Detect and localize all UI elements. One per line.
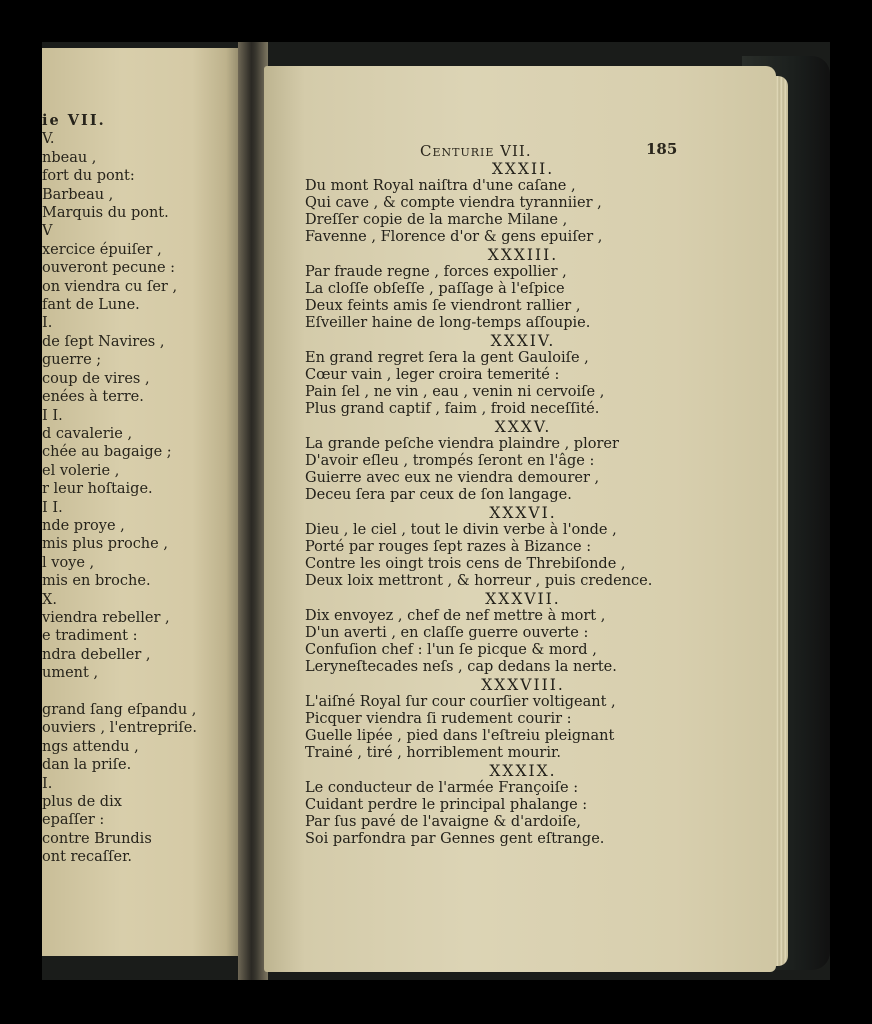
left-page-line: viendra rebeller , xyxy=(42,609,170,626)
left-page-line: ouveront pecune : xyxy=(42,260,176,277)
verse-line: Leryneſtecades neſs , cap dedans la nerte. xyxy=(305,659,617,675)
quatrain-number: XXXVIII. xyxy=(481,676,565,694)
book-photograph xyxy=(42,42,830,980)
verse-line: Soi parfondra par Gennes gent eſtrange. xyxy=(305,831,605,847)
quatrain xyxy=(305,246,725,332)
verse-line: Plus grand captif , faim , froid neceſſité. xyxy=(305,401,600,417)
verse-line: La cloſſe obſeſſe , paſſage à l'eſpice xyxy=(305,281,565,297)
left-page-line: grand ſang eſpandu , xyxy=(42,702,197,718)
verse-line: Dix envoyez , chef de nef mettre à mort , xyxy=(305,608,606,624)
left-page-line: mis en broche. xyxy=(42,573,151,590)
verse-line: Trainé , tiré , horriblement mourir. xyxy=(305,745,561,761)
verse-line: Confuſion chef : l'un ſe picque & mord , xyxy=(305,642,597,658)
page-number: 185 xyxy=(646,140,678,158)
left-page-line: coup de vires , xyxy=(42,370,150,387)
quatrain xyxy=(305,676,725,762)
left-page-line: l voye , xyxy=(42,554,95,571)
left-page-line xyxy=(42,683,242,701)
quatrain-number: XXXVII. xyxy=(485,590,561,608)
left-page-line: nde proye , xyxy=(42,517,125,534)
verse-line: D'avoir eſleu , trompés ſeront en l'âge : xyxy=(305,453,595,469)
verse-line: Dreſſer copie de la marche Milane , xyxy=(305,212,568,228)
left-page xyxy=(42,48,242,956)
left-page-line: V. xyxy=(42,131,55,148)
verse-line: Cœur vain , leger croira temerité : xyxy=(305,367,560,383)
left-page-line: enées à terre. xyxy=(42,389,144,406)
quatrain-number: XXXVI. xyxy=(489,504,557,522)
quatrain xyxy=(305,762,725,848)
left-page-line: guerre ; xyxy=(42,352,102,369)
left-page-line: I. xyxy=(42,775,53,792)
left-page-line: dan la priſe. xyxy=(42,757,132,774)
verse-line: Deux feints amis ſe viendront rallier , xyxy=(305,298,581,314)
verses xyxy=(305,160,725,848)
left-page-line: el volerie , xyxy=(42,462,120,479)
verse-line: Deceu ſera par ceux de ſon langage. xyxy=(305,487,572,503)
left-page-text xyxy=(42,112,242,867)
left-page-line: chée au bagaige ; xyxy=(42,444,172,461)
left-page-line: V xyxy=(42,223,53,240)
left-page-line: X. xyxy=(42,591,57,608)
left-page-line: plus de dix xyxy=(42,794,122,811)
running-head xyxy=(264,142,776,162)
verse-line: Eſveiller haine de long-temps aſſoupie. xyxy=(305,315,591,331)
verse-line: Cuidant perdre le principal phalange : xyxy=(305,797,588,813)
left-page-line: on viendra cu ſer , xyxy=(42,278,178,295)
verse-line: Picquer viendra ſi rudement courir : xyxy=(305,711,572,727)
left-running-head: ie VII. xyxy=(42,112,106,129)
verse-line: Par fraude regne , forces expollier , xyxy=(305,264,567,280)
quatrain xyxy=(305,418,725,504)
left-page-line: ngs attendu , xyxy=(42,738,139,755)
verse-line: D'un averti , en claſſe guerre ouverte : xyxy=(305,625,589,641)
left-page-line: ouviers , l'entrepriſe. xyxy=(42,720,197,737)
running-head-title: Centurie VII. xyxy=(420,142,532,160)
verse-line: Qui cave , & compte viendra tyranniier , xyxy=(305,195,602,211)
verse-line: Du mont Royal naiſtra d'une caſane , xyxy=(305,178,576,194)
quatrain xyxy=(305,332,725,418)
verse-line: Dieu , le ciel , tout le divin verbe à l'onde , xyxy=(305,522,617,538)
verse-line: Guierre avec eux ne viendra demourer , xyxy=(305,470,600,486)
left-page-line: d cavalerie , xyxy=(42,425,133,442)
left-page-line: I I. xyxy=(42,407,63,424)
left-page-line: mis plus proche , xyxy=(42,536,168,553)
verse-line: En grand regret ſera la gent Gauloiſe , xyxy=(305,350,589,366)
quatrain-number: XXXIX. xyxy=(489,762,557,780)
left-page-line: Barbeau , xyxy=(42,186,114,203)
verse-line: Favenne , Florence d'or & gens epuiſer , xyxy=(305,229,603,245)
quatrain xyxy=(305,504,725,590)
verse-line: Guelle lipée , pied dans l'eſtreiu pleignant xyxy=(305,728,615,744)
left-page-line: ont recaſſer. xyxy=(42,849,133,866)
verse-line: Pain ſel , ne vin , eau , venin ni cervoiſe , xyxy=(305,384,605,400)
quatrain-number: XXXIII. xyxy=(487,246,559,264)
left-page-line: nbeau , xyxy=(42,149,97,166)
verse-line: Porté par rouges ſept razes à Bizance : xyxy=(305,539,592,555)
left-page-line: I I. xyxy=(42,499,63,516)
verse-line: Deux loix mettront , & horreur , puis credence. xyxy=(305,573,653,589)
verse-line: La grande peſche viendra plaindre , plorer xyxy=(305,436,619,452)
left-page-line: fort du pont: xyxy=(42,168,135,185)
left-page-line: epaſſer : xyxy=(42,812,105,829)
quatrain xyxy=(305,160,725,246)
left-page-line: e tradiment : xyxy=(42,628,138,645)
verse-line: Contre les oingt trois cens de Threbiſonde , xyxy=(305,556,626,572)
left-page-line: ument , xyxy=(42,665,99,682)
right-page xyxy=(264,66,776,972)
left-page-line: xercice épuiſer , xyxy=(42,241,162,258)
left-page-line: de ſept Navires , xyxy=(42,333,165,350)
quatrain-number: XXXII. xyxy=(491,160,555,178)
quatrain-number: XXXV. xyxy=(494,418,552,436)
quatrain xyxy=(305,590,725,676)
left-page-line: fant de Lune. xyxy=(42,297,140,314)
verse-line: Le conducteur de l'armée Françoiſe : xyxy=(305,780,579,796)
quatrain-number: XXXIV. xyxy=(490,332,556,350)
left-page-line: ndra debeller , xyxy=(42,646,151,663)
left-page-line: Marquis du pont. xyxy=(42,205,169,222)
verse-line: L'aiſné Royal ſur cour courſier voltigeant , xyxy=(305,694,616,710)
left-page-line: r leur hoſtaige. xyxy=(42,481,153,498)
left-page-line: contre Brundis xyxy=(42,830,152,847)
left-page-line: I. xyxy=(42,315,53,332)
verse-line: Par ſus pavé de l'avaigne & d'ardoiſe, xyxy=(305,814,581,830)
